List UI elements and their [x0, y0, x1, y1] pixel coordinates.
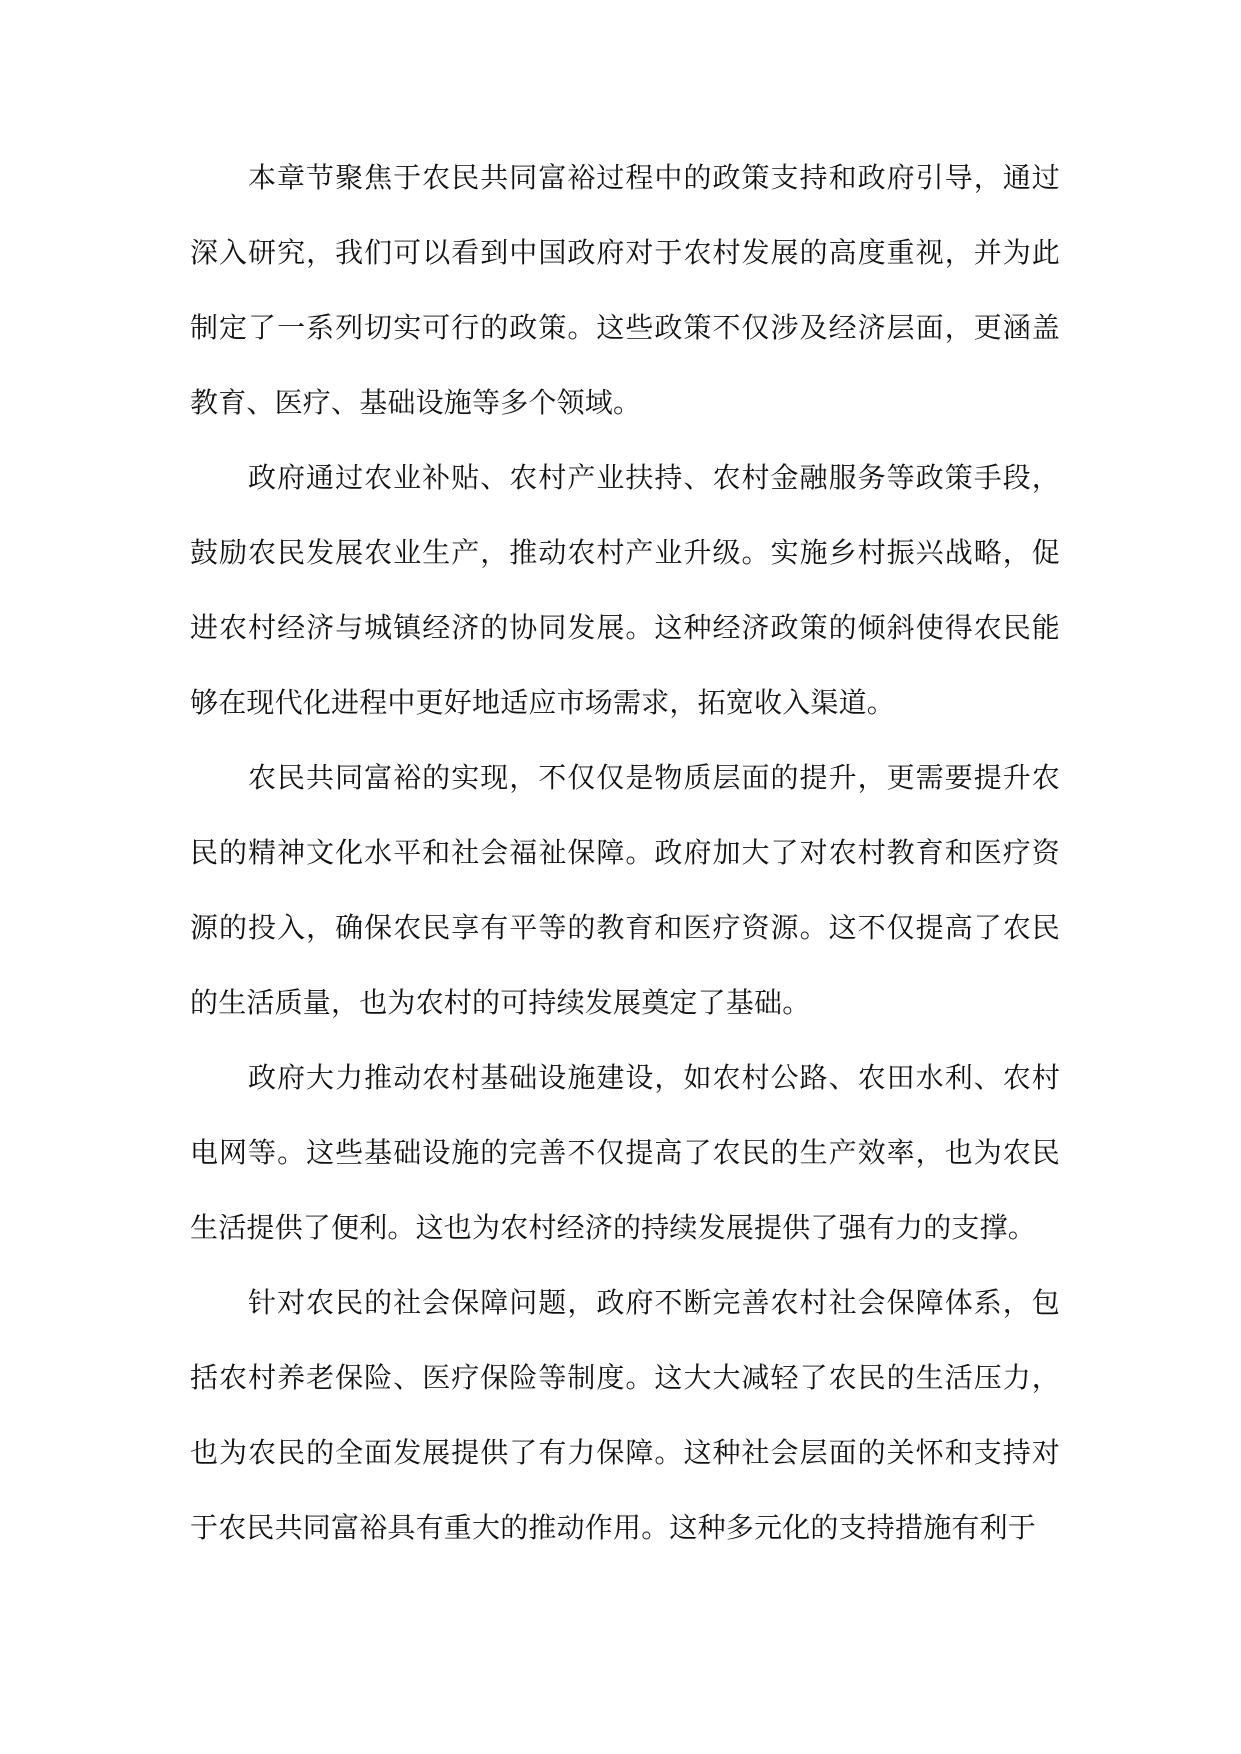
paragraph-5: 针对农民的社会保障问题，政府不断完善农村社会保障体系，包括农村养老保险、医疗保险等制度。这大大减轻了农民的生活压力，也为农民的全面发展提供了有力保障。这种社会层面的关怀和支持对于农民共同富裕具有重大的推动作用。这种多元化的支持措施有利于: [190, 1286, 1060, 1544]
paragraph-4: 政府大力推动农村基础设施建设，如农村公路、农田水利、农村电网等。这些基础设施的完善不仅提高了农民的生产效率，也为农民生活提供了便利。这也为农村经济的持续发展提供了强有力的支撑。: [190, 1061, 1060, 1244]
paragraph-1: 本章节聚焦于农民共同富裕过程中的政策支持和政府引导，通过深入研究，我们可以看到中国政府对于农村发展的高度重视，并为此制定了一系列切实可行的政策。这些政策不仅涉及经济层面，更涵盖教育、医疗、基础设施等多个领域。: [190, 161, 1060, 419]
paragraph-2: 政府通过农业补贴、农村产业扶持、农村金融服务等政策手段，鼓励农民发展农业生产，推动农村产业升级。实施乡村振兴战略，促进农村经济与城镇经济的协同发展。这种经济政策的倾斜使得农民能够在现代化进程中更好地适应市场需求，拓宽收入渠道。: [190, 461, 1060, 719]
paragraph-3: 农民共同富裕的实现，不仅仅是物质层面的提升，更需要提升农民的精神文化水平和社会福祉保障。政府加大了对农村教育和医疗资源的投入，确保农民享有平等的教育和医疗资源。这不仅提高了农民的生活质量，也为农村的可持续发展奠定了基础。: [190, 761, 1060, 1019]
document-body: [190, 140, 1060, 1565]
